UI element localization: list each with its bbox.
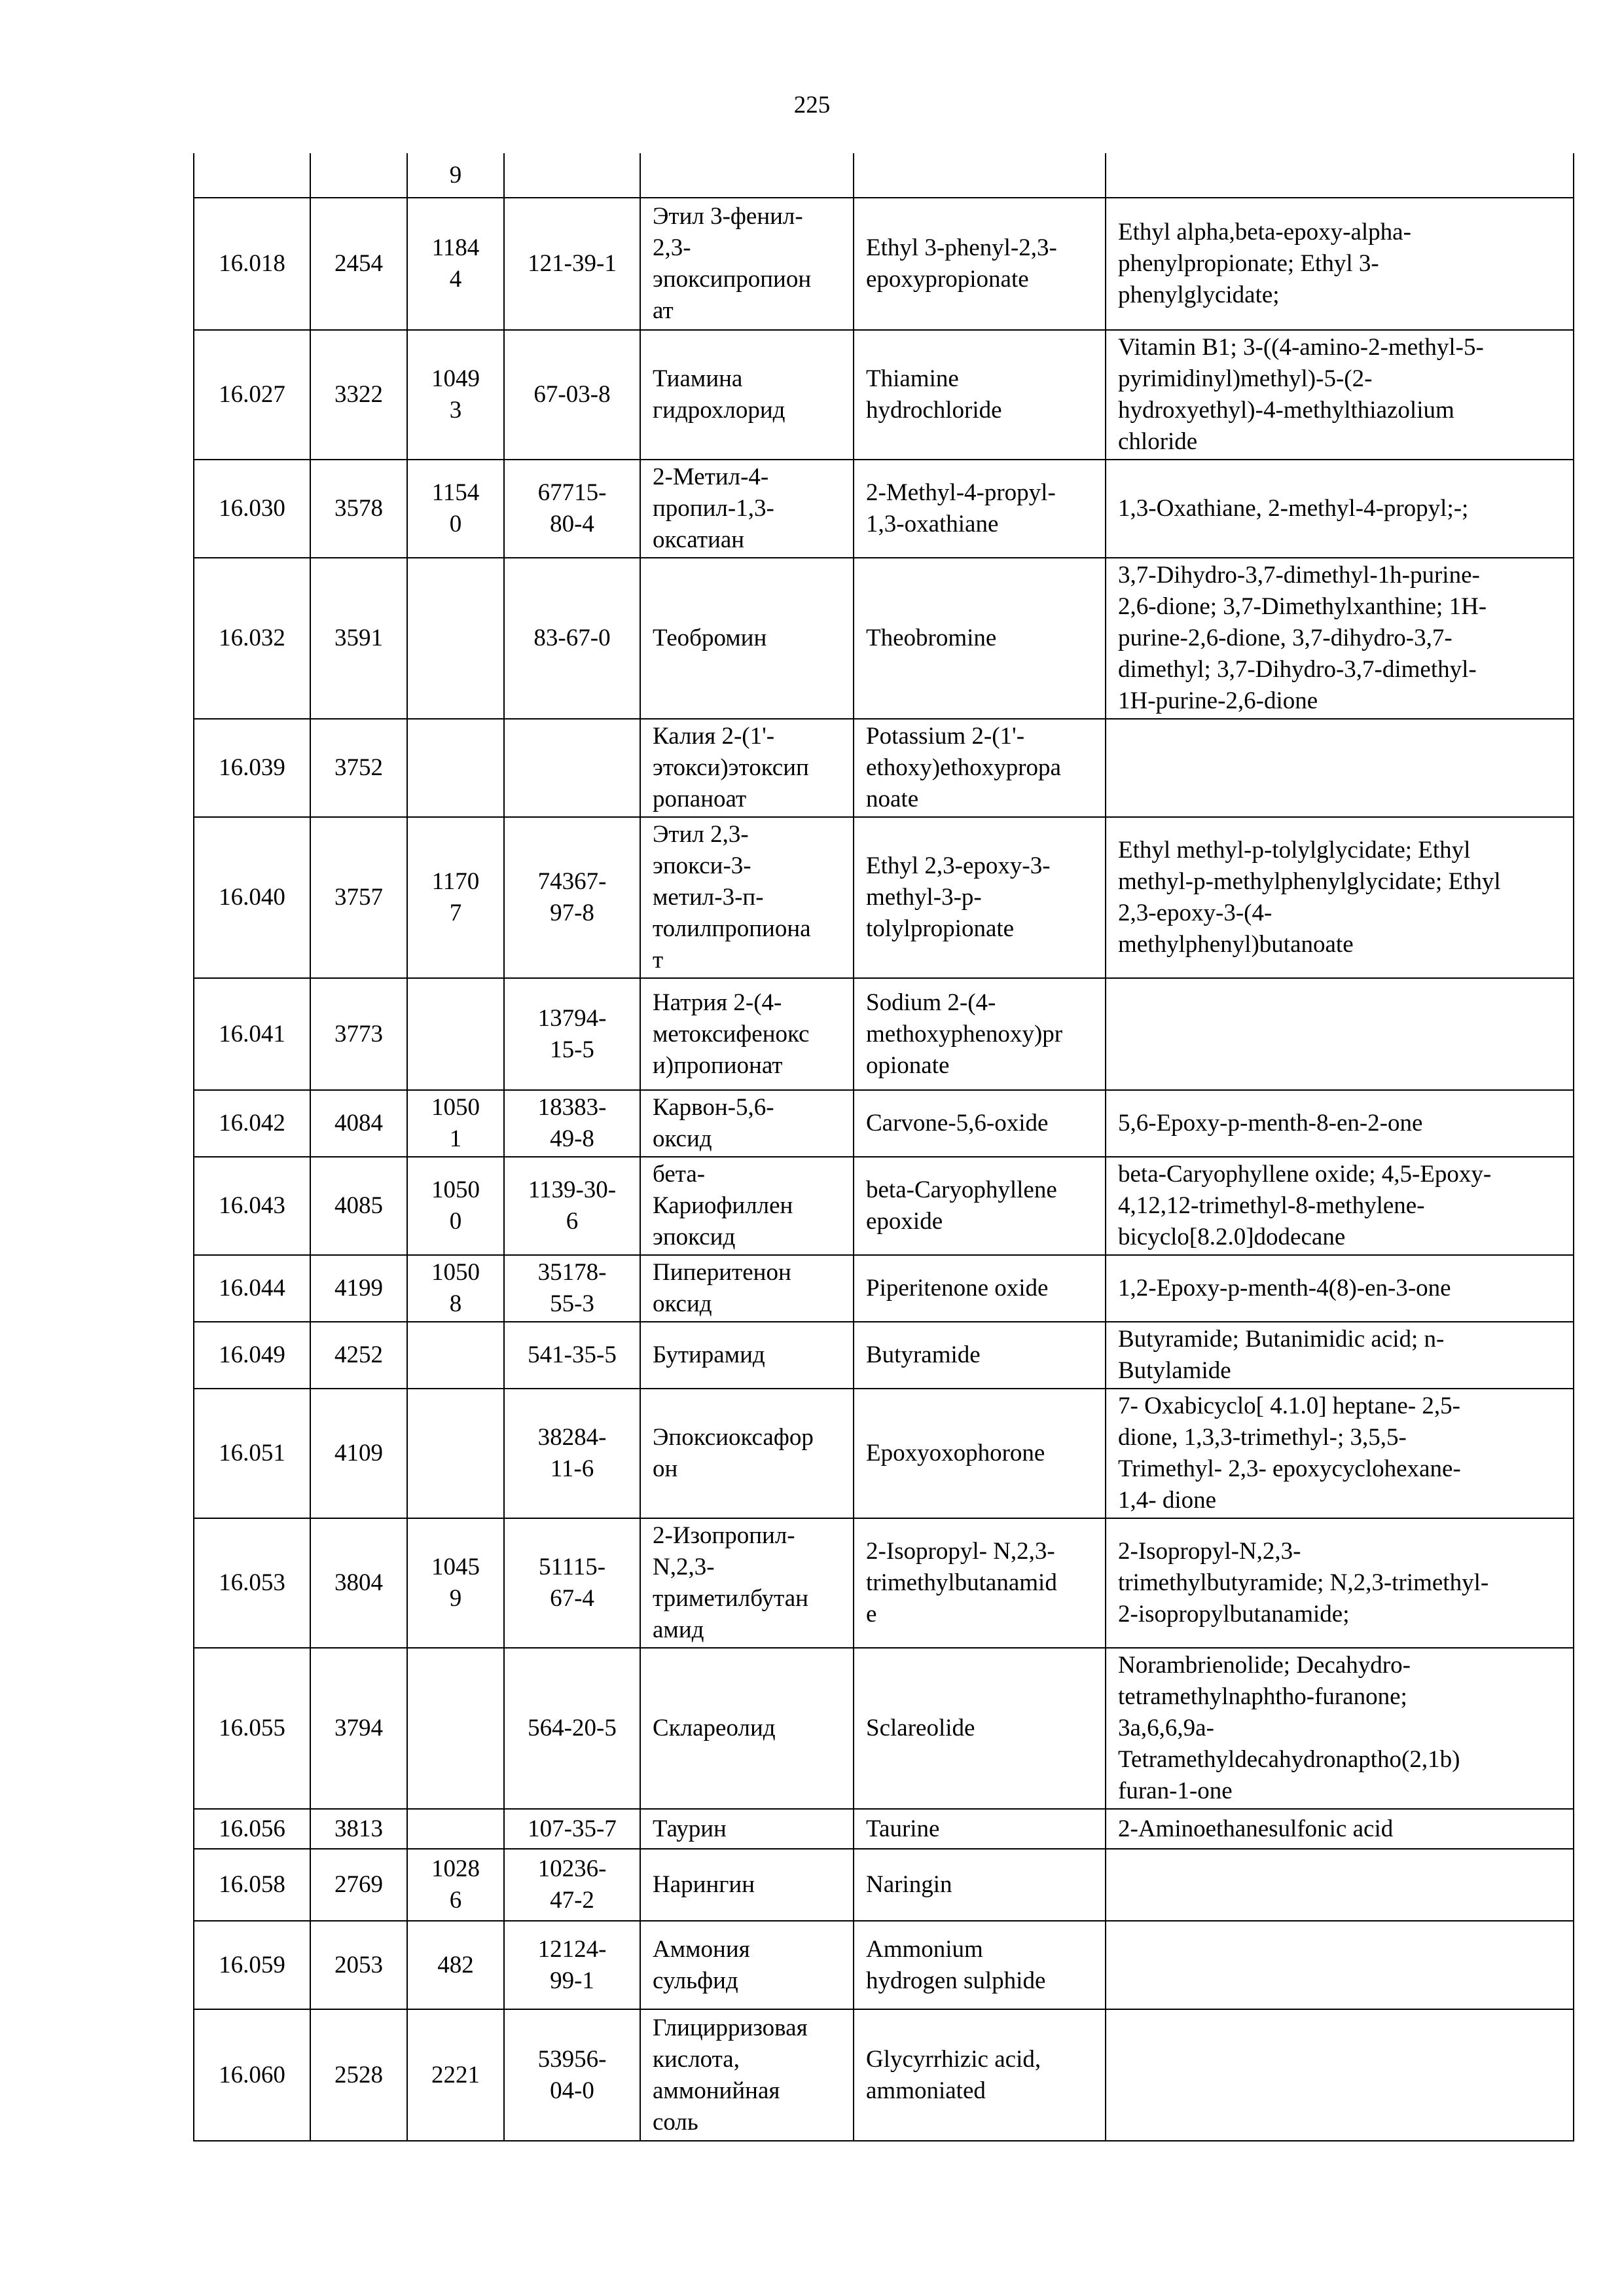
cell-coe-no: 1045 9 [407,1518,504,1648]
cell-synonyms: beta-Caryophyllene oxide; 4,5-Epoxy- 4,12,12-trimethyl-8-methylene- bicyclo[8.2.0]dodecane [1106,1157,1574,1255]
table-row [194,1255,1574,1322]
cell-fl-no: 16.044 [194,1255,310,1322]
cell-cas-no: 18383- 49-8 [504,1090,640,1157]
cell-name-en: Potassium 2-(1'- ethoxy)ethoxypropa noate [854,719,1106,817]
cell-synonyms: Ethyl methyl-p-tolylglycidate; Ethyl methyl-p-methylphenylglycidate; Ethyl 2,3-epoxy-3-(4- methylphenyl)butanoate [1106,817,1574,978]
cell-synonyms: 3,7-Dihydro-3,7-dimethyl-1h-purine- 2,6-dione; 3,7-Dimethylxanthine; 1H- purine-2,6-dione, 3,7-dihydro-3,7- dimethyl; 3,7-Dihydro-3,7-dimethyl- 1H-purine-2,6-dione [1106,558,1574,719]
table-row [194,1090,1574,1157]
cell-fema-no: 2053 [310,1921,407,2009]
cell-name-en: Epoxyoxophorone [854,1389,1106,1518]
cell-cas-no: 38284- 11-6 [504,1389,640,1518]
cell-cas-no: 83-67-0 [504,558,640,719]
table-row [194,558,1574,719]
cell-cas-no [504,153,640,198]
cell-name-en: Butyramide [854,1322,1106,1389]
cell-cas-no: 121-39-1 [504,198,640,330]
cell-fema-no: 2528 [310,2009,407,2141]
cell-coe-no [407,719,504,817]
cell-coe-no: 1050 8 [407,1255,504,1322]
cell-fl-no: 16.053 [194,1518,310,1648]
cell-cas-no: 541-35-5 [504,1322,640,1389]
table-row [194,330,1574,460]
cell-fema-no: 3752 [310,719,407,817]
table-row [194,817,1574,978]
cell-coe-no: 482 [407,1921,504,2009]
cell-coe-no [407,1809,504,1849]
table-row [194,2009,1574,2141]
cell-name-ru: Аммония сульфид [640,1921,854,2009]
cell-synonyms: Ethyl alpha,beta-epoxy-alpha- phenylpropionate; Ethyl 3- phenylglycidate; [1106,198,1574,330]
cell-synonyms [1106,2009,1574,2141]
table-row [194,1921,1574,2009]
cell-coe-no: 1170 7 [407,817,504,978]
cell-cas-no: 12124- 99-1 [504,1921,640,2009]
cell-name-en: Sodium 2-(4- methoxyphenoxy)pr opionate [854,978,1106,1090]
cell-coe-no [407,1322,504,1389]
cell-cas-no: 107-35-7 [504,1809,640,1849]
cell-name-ru: Глицирризовая кислота, аммонийная соль [640,2009,854,2141]
cell-fema-no: 3591 [310,558,407,719]
cell-coe-no: 1049 3 [407,330,504,460]
table-row-continuation [194,153,1574,198]
cell-name-ru: Этил 2,3- эпокси-3- метил-3-п- толилпропиона т [640,817,854,978]
cell-fema-no: 3578 [310,460,407,558]
cell-cas-no: 13794- 15-5 [504,978,640,1090]
cell-name-ru: Этил 3-фенил- 2,3- эпоксипропион ат [640,198,854,330]
cell-name-ru: Бутирамид [640,1322,854,1389]
cell-fl-no: 16.040 [194,817,310,978]
cell-cas-no: 564-20-5 [504,1648,640,1809]
cell-fl-no: 16.055 [194,1648,310,1809]
cell-coe-no: 1050 0 [407,1157,504,1255]
cell-name-ru: Карвон-5,6- оксид [640,1090,854,1157]
cell-coe-no: 9 [407,153,504,198]
cell-fl-no: 16.056 [194,1809,310,1849]
cell-fl-no: 16.059 [194,1921,310,2009]
cell-name-ru: Пиперитенон оксид [640,1255,854,1322]
cell-cas-no: 35178- 55-3 [504,1255,640,1322]
cell-synonyms: 1,3-Oxathiane, 2-methyl-4-propyl;-; [1106,460,1574,558]
cell-fl-no: 16.030 [194,460,310,558]
cell-synonyms [1106,978,1574,1090]
cell-name-ru: Тиамина гидрохлорид [640,330,854,460]
cell-synonyms: Butyramide; Butanimidic acid; n- Butylamide [1106,1322,1574,1389]
cell-synonyms: 2-Isopropyl-N,2,3- trimethylbutyramide; N,2,3-trimethyl- 2-isopropylbutanamide; [1106,1518,1574,1648]
cell-name-ru: Натрия 2-(4- метоксифенокс и)пропионат [640,978,854,1090]
cell-name-ru: бета- Кариофиллен эпоксид [640,1157,854,1255]
cell-coe-no [407,558,504,719]
cell-fema-no: 3322 [310,330,407,460]
cell-name-en: Thiamine hydrochloride [854,330,1106,460]
cell-fl-no: 16.051 [194,1389,310,1518]
cell-name-en: Naringin [854,1849,1106,1921]
cell-fema-no: 3773 [310,978,407,1090]
table-row [194,460,1574,558]
cell-name-ru: Теобромин [640,558,854,719]
cell-cas-no: 51115- 67-4 [504,1518,640,1648]
cell-fl-no: 16.042 [194,1090,310,1157]
cell-name-ru: 2-Метил-4- пропил-1,3- оксатиан [640,460,854,558]
cell-synonyms: Norambrienolide; Decahydro- tetramethylnaphtho-furanone; 3a,6,6,9a- Tetramethyldecahydronaptho(2,1b) furan-1-one [1106,1648,1574,1809]
cell-coe-no: 1184 4 [407,198,504,330]
cell-fl-no: 16.058 [194,1849,310,1921]
cell-name-en: Sclareolide [854,1648,1106,1809]
cell-name-en: Ethyl 2,3-epoxy-3- methyl-3-p- tolylpropionate [854,817,1106,978]
cell-synonyms [1106,1921,1574,2009]
cell-fema-no [310,153,407,198]
cell-fema-no: 4199 [310,1255,407,1322]
cell-cas-no: 10236- 47-2 [504,1849,640,1921]
cell-name-ru: 2-Изопропил- N,2,3- триметилбутан амид [640,1518,854,1648]
cell-fl-no: 16.032 [194,558,310,719]
cell-synonyms: 2-Aminoethanesulfonic acid [1106,1809,1574,1849]
cell-synonyms [1106,719,1574,817]
table-row [194,1849,1574,1921]
table-row [194,1389,1574,1518]
cell-synonyms [1106,153,1574,198]
table-row [194,1322,1574,1389]
cell-coe-no [407,1389,504,1518]
flavouring-substances-table [193,153,1574,2141]
cell-name-en: Taurine [854,1809,1106,1849]
cell-fema-no: 3804 [310,1518,407,1648]
cell-cas-no: 53956- 04-0 [504,2009,640,2141]
cell-synonyms [1106,1849,1574,1921]
table-row [194,1518,1574,1648]
cell-name-en: 2-Methyl-4-propyl- 1,3-oxathiane [854,460,1106,558]
cell-coe-no: 1154 0 [407,460,504,558]
cell-name-en: Ethyl 3-phenyl-2,3- epoxypropionate [854,198,1106,330]
cell-fl-no: 16.060 [194,2009,310,2141]
table-row [194,198,1574,330]
cell-name-ru: Эпоксиоксафор он [640,1389,854,1518]
cell-name-en: 2-Isopropyl- N,2,3- trimethylbutanamid e [854,1518,1106,1648]
cell-fema-no: 4084 [310,1090,407,1157]
cell-synonyms: 5,6-Epoxy-p-menth-8-en-2-one [1106,1090,1574,1157]
cell-fl-no: 16.041 [194,978,310,1090]
cell-fema-no: 2454 [310,198,407,330]
cell-cas-no: 67715- 80-4 [504,460,640,558]
cell-coe-no: 1050 1 [407,1090,504,1157]
cell-fl-no: 16.049 [194,1322,310,1389]
cell-coe-no [407,1648,504,1809]
cell-name-en: Carvone-5,6-oxide [854,1090,1106,1157]
cell-fema-no: 2769 [310,1849,407,1921]
cell-fema-no: 4085 [310,1157,407,1255]
cell-fema-no: 3757 [310,817,407,978]
cell-fl-no: 16.018 [194,198,310,330]
cell-synonyms: 1,2-Epoxy-p-menth-4(8)-en-3-one [1106,1255,1574,1322]
cell-synonyms: 7- Oxabicyclo[ 4.1.0] heptane- 2,5- dione, 1,3,3-trimethyl-; 3,5,5- Trimethyl- 2,3- epoxycyclohexane- 1,4- dione [1106,1389,1574,1518]
cell-name-ru [640,153,854,198]
cell-name-en: Theobromine [854,558,1106,719]
cell-coe-no: 2221 [407,2009,504,2141]
cell-fema-no: 3813 [310,1809,407,1849]
cell-synonyms: Vitamin B1; 3-((4-amino-2-methyl-5- pyrimidinyl)methyl)-5-(2- hydroxyethyl)-4-methylthiazolium chloride [1106,330,1574,460]
table-row [194,1157,1574,1255]
cell-coe-no: 1028 6 [407,1849,504,1921]
table-row [194,1648,1574,1809]
cell-name-en: Glycyrrhizic acid, ammoniated [854,2009,1106,2141]
cell-fl-no [194,153,310,198]
table-row [194,1809,1574,1849]
table-row [194,719,1574,817]
cell-fl-no: 16.039 [194,719,310,817]
cell-coe-no [407,978,504,1090]
cell-name-en: Piperitenone oxide [854,1255,1106,1322]
cell-fema-no: 4109 [310,1389,407,1518]
cell-fl-no: 16.027 [194,330,310,460]
cell-name-en: beta-Caryophyllene epoxide [854,1157,1106,1255]
cell-name-en [854,153,1106,198]
cell-fema-no: 4252 [310,1322,407,1389]
cell-cas-no: 74367- 97-8 [504,817,640,978]
cell-fl-no: 16.043 [194,1157,310,1255]
cell-name-ru: Калия 2-(1'- этокси)этоксип ропаноат [640,719,854,817]
cell-cas-no [504,719,640,817]
cell-name-en: Ammonium hydrogen sulphide [854,1921,1106,2009]
cell-name-ru: Таурин [640,1809,854,1849]
cell-name-ru: Склареолид [640,1648,854,1809]
table-row [194,978,1574,1090]
cell-cas-no: 67-03-8 [504,330,640,460]
cell-cas-no: 1139-30- 6 [504,1157,640,1255]
page-number: 225 [793,92,831,118]
cell-name-ru: Нарингин [640,1849,854,1921]
cell-fema-no: 3794 [310,1648,407,1809]
